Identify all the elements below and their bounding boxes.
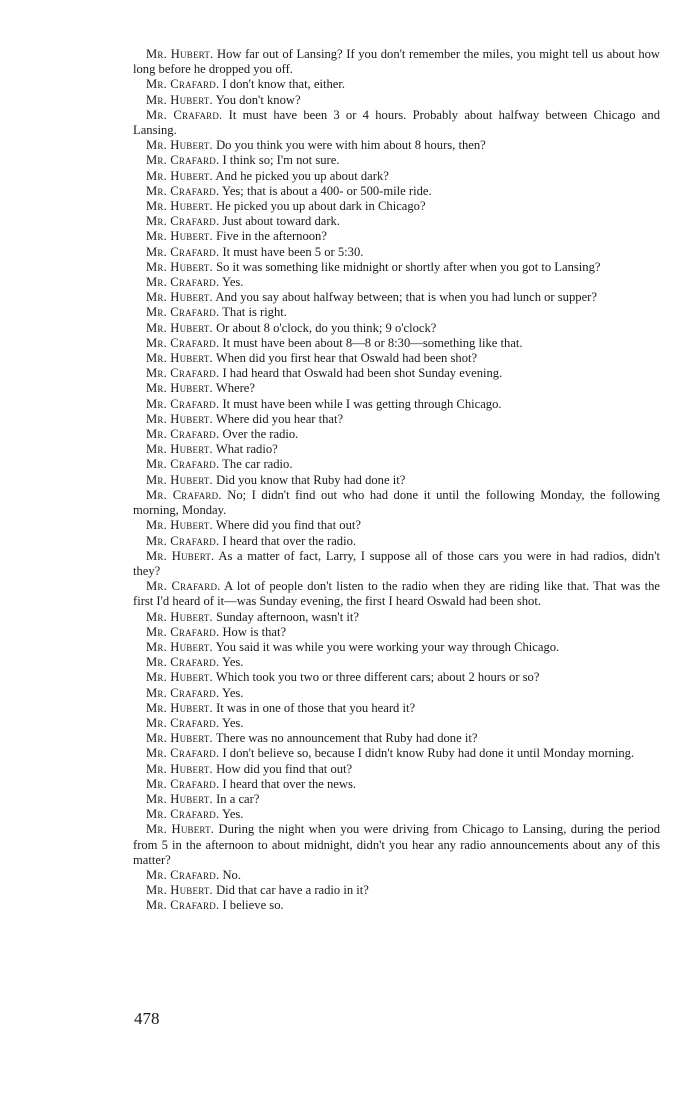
- transcript-paragraph: [133, 792, 660, 807]
- transcript-paragraph: [133, 153, 660, 168]
- speech-text: The car radio.: [222, 457, 293, 472]
- speech-text: Yes.: [221, 275, 244, 290]
- speaker-name: Mr. Crafard.: [146, 579, 221, 594]
- speaker-name: Mr. Hubert.: [146, 351, 213, 366]
- speech-text: As a matter of fact, Larry, I suppose all of those cars you were in had radios, didn't they?: [133, 548, 660, 578]
- speaker-name: Mr. Hubert.: [146, 822, 215, 837]
- speech-text: During the night when you were driving from Chicago to Lansing, during the period from 5 in the afternoon to about midnight, didn't you hear any radio announcements about any of this matter?: [133, 822, 660, 867]
- speech-text: Yes.: [221, 655, 244, 670]
- transcript-paragraph: [133, 762, 660, 777]
- speaker-name: Mr. Crafard.: [146, 244, 220, 259]
- transcript-paragraph: [133, 822, 660, 868]
- speaker-name: Mr. Crafard.: [146, 685, 220, 700]
- speech-text: Yes.: [221, 715, 244, 730]
- transcript-paragraph: [133, 488, 660, 518]
- transcript-paragraph: [133, 184, 660, 199]
- speaker-name: Mr. Crafard.: [146, 655, 220, 670]
- speech-text: Did you know that Ruby had done it?: [216, 472, 406, 487]
- speaker-name: Mr. Crafard.: [146, 305, 220, 320]
- speech-text: There was no announcement that Ruby had done it?: [215, 731, 478, 746]
- transcript-paragraph: [133, 275, 660, 290]
- transcript-paragraph: [133, 321, 660, 336]
- speech-text: Where did you find that out?: [215, 518, 361, 533]
- transcript-paragraph: [133, 868, 660, 883]
- transcript-paragraph: [133, 898, 660, 913]
- transcript-paragraph: [133, 534, 660, 549]
- speaker-name: Mr. Crafard.: [146, 77, 220, 92]
- speech-text: He picked you up about dark in Chicago?: [216, 199, 426, 214]
- speech-text: Sunday afternoon, wasn't it?: [216, 609, 359, 624]
- speaker-name: Mr. Crafard.: [146, 624, 220, 639]
- transcript-paragraph: [133, 746, 660, 761]
- speaker-name: Mr. Hubert.: [146, 168, 213, 183]
- speech-text: A lot of people don't listen to the radio when they are riding like that. That was the first I'd heard of it—was Sunday evening, the first I heard Oswald had been shot.: [133, 579, 660, 609]
- speech-text: Which took you two or three different cars; about 2 hours or so?: [215, 670, 540, 685]
- speech-text: You don't know?: [215, 92, 301, 107]
- speech-text: And he picked you up about dark?: [215, 168, 389, 183]
- transcript-paragraph: [133, 579, 660, 609]
- transcript-paragraph: [133, 716, 660, 731]
- transcript-body: [133, 47, 660, 914]
- transcript-paragraph: [133, 169, 660, 184]
- transcript-paragraph: [133, 93, 660, 108]
- speech-text: How far out of Lansing? If you don't remember the miles, you might tell us about how long before he dropped you off.: [133, 47, 661, 77]
- speech-text: No.: [222, 867, 241, 882]
- speaker-name: Mr. Hubert.: [146, 442, 213, 457]
- speaker-name: Mr. Crafard.: [146, 746, 220, 761]
- transcript-paragraph: [133, 397, 660, 412]
- speech-text: Did that car have a radio in it?: [216, 883, 369, 898]
- speaker-name: Mr. Crafard.: [146, 214, 220, 229]
- transcript-paragraph: [133, 473, 660, 488]
- transcript-paragraph: [133, 108, 660, 138]
- transcript-paragraph: [133, 640, 660, 655]
- speaker-name: Mr. Crafard.: [146, 396, 220, 411]
- speaker-name: Mr. Hubert.: [146, 670, 213, 685]
- speech-text: Over the radio.: [222, 427, 299, 442]
- speaker-name: Mr. Hubert.: [146, 700, 213, 715]
- speech-text: Where?: [215, 381, 255, 396]
- speaker-name: Mr. Crafard.: [146, 867, 220, 882]
- speaker-name: Mr. Crafard.: [146, 487, 222, 502]
- speaker-name: Mr. Crafard.: [146, 427, 220, 442]
- speaker-name: Mr. Hubert.: [146, 791, 213, 806]
- transcript-paragraph: [133, 610, 660, 625]
- transcript-paragraph: [133, 229, 660, 244]
- transcript-paragraph: [133, 549, 660, 579]
- speech-text: When did you first hear that Oswald had been shot?: [215, 351, 478, 366]
- speech-text: Five in the afternoon?: [216, 229, 327, 244]
- transcript-paragraph: [133, 260, 660, 275]
- transcript-paragraph: [133, 518, 660, 533]
- speaker-name: Mr. Crafard.: [146, 183, 220, 198]
- transcript-paragraph: [133, 427, 660, 442]
- transcript-paragraph: [133, 245, 660, 260]
- speaker-name: Mr. Hubert.: [146, 138, 213, 153]
- speech-text: So it was something like midnight or shortly after when you got to Lansing?: [216, 259, 601, 274]
- speaker-name: Mr. Hubert.: [146, 290, 213, 305]
- transcript-paragraph: [133, 457, 660, 472]
- speech-text: It must have been 3 or 4 hours. Probably about halfway between Chicago and Lansing.: [133, 107, 660, 138]
- speech-text: How is that?: [222, 624, 287, 639]
- speaker-name: Mr. Crafard.: [146, 715, 220, 730]
- speech-text: It must have been while I was getting through Chicago.: [222, 396, 502, 411]
- speech-text: What radio?: [215, 442, 278, 457]
- speaker-name: Mr. Crafard.: [146, 366, 220, 381]
- transcript-paragraph: [133, 670, 660, 685]
- transcript-paragraph: [133, 686, 660, 701]
- speech-text: And you say about halfway between; that is when you had lunch or supper?: [215, 290, 597, 305]
- speech-text: It must have been about 8—8 or 8:30—something like that.: [222, 335, 523, 350]
- speaker-name: Mr. Crafard.: [146, 898, 220, 913]
- speaker-name: Mr. Hubert.: [146, 320, 213, 335]
- speech-text: It was in one of those that you heard it?: [216, 700, 416, 715]
- speaker-name: Mr. Hubert.: [146, 731, 213, 746]
- speaker-name: Mr. Hubert.: [146, 381, 213, 396]
- speech-text: I heard that over the news.: [222, 776, 357, 791]
- speaker-name: Mr. Crafard.: [146, 457, 220, 472]
- speaker-name: Mr. Hubert.: [146, 229, 213, 244]
- speech-text: Where did you hear that?: [215, 411, 344, 426]
- speaker-name: Mr. Hubert.: [146, 548, 215, 563]
- speaker-name: Mr. Crafard.: [146, 275, 220, 290]
- speaker-name: Mr. Hubert.: [146, 609, 213, 624]
- speech-text: I don't believe so, because I didn't know Ruby had done it until Monday morning.: [222, 746, 635, 761]
- transcript-paragraph: [133, 305, 660, 320]
- speech-text: I had heard that Oswald had been shot Sunday evening.: [222, 366, 503, 381]
- speech-text: Or about 8 o'clock, do you think; 9 o'clock?: [216, 320, 437, 335]
- transcript-paragraph: [133, 214, 660, 229]
- speech-text: Yes; that is about a 400- or 500-mile ride.: [221, 183, 432, 198]
- transcript-paragraph: [133, 351, 660, 366]
- speech-text: That is right.: [222, 305, 287, 320]
- transcript-paragraph: [133, 701, 660, 716]
- speaker-name: Mr. Hubert.: [146, 199, 213, 214]
- transcript-paragraph: [133, 47, 660, 77]
- speaker-name: Mr. Crafard.: [146, 807, 220, 822]
- speech-text: I don't know that, either.: [222, 77, 346, 92]
- transcript-paragraph: [133, 883, 660, 898]
- speech-text: In a car?: [216, 791, 260, 806]
- transcript-paragraph: [133, 625, 660, 640]
- speech-text: You said it was while you were working your way through Chicago.: [215, 639, 560, 654]
- transcript-paragraph: [133, 290, 660, 305]
- speaker-name: Mr. Crafard.: [146, 153, 220, 168]
- transcript-paragraph: [133, 336, 660, 351]
- speaker-name: Mr. Hubert.: [146, 883, 213, 898]
- speech-text: No; I didn't find out who had done it until the following Monday, the following morning, Monday.: [133, 487, 660, 518]
- speaker-name: Mr. Hubert.: [146, 259, 213, 274]
- speaker-name: Mr. Crafard.: [146, 335, 220, 350]
- transcript-paragraph: [133, 77, 660, 92]
- transcript-paragraph: [133, 412, 660, 427]
- speech-text: Yes.: [221, 807, 244, 822]
- speaker-name: Mr. Hubert.: [146, 472, 213, 487]
- speech-text: It must have been 5 or 5:30.: [222, 244, 364, 259]
- transcript-paragraph: [133, 442, 660, 457]
- speaker-name: Mr. Hubert.: [146, 92, 213, 107]
- transcript-paragraph: [133, 199, 660, 214]
- transcript-paragraph: [133, 138, 660, 153]
- transcript-paragraph: [133, 366, 660, 381]
- transcript-paragraph: [133, 807, 660, 822]
- speech-text: I heard that over the radio.: [222, 533, 357, 548]
- speech-text: How did you find that out?: [216, 761, 353, 776]
- speaker-name: Mr. Crafard.: [146, 533, 220, 548]
- page-number: 478: [134, 1009, 160, 1028]
- speech-text: Just about toward dark.: [222, 214, 340, 229]
- speaker-name: Mr. Crafard.: [146, 776, 220, 791]
- speech-text: Yes.: [221, 685, 244, 700]
- speaker-name: Mr. Hubert.: [146, 518, 213, 533]
- speaker-name: Mr. Hubert.: [146, 639, 213, 654]
- transcript-paragraph: [133, 777, 660, 792]
- speaker-name: Mr. Hubert.: [146, 411, 213, 426]
- speaker-name: Mr. Hubert.: [146, 761, 213, 776]
- transcript-paragraph: [133, 381, 660, 396]
- speaker-name: Mr. Hubert.: [146, 47, 214, 61]
- transcript-paragraph: [133, 655, 660, 670]
- transcript-paragraph: [133, 731, 660, 746]
- speech-text: I believe so.: [222, 898, 284, 913]
- speaker-name: Mr. Crafard.: [146, 107, 223, 122]
- speech-text: Do you think you were with him about 8 hours, then?: [216, 138, 486, 153]
- speech-text: I think so; I'm not sure.: [222, 153, 340, 168]
